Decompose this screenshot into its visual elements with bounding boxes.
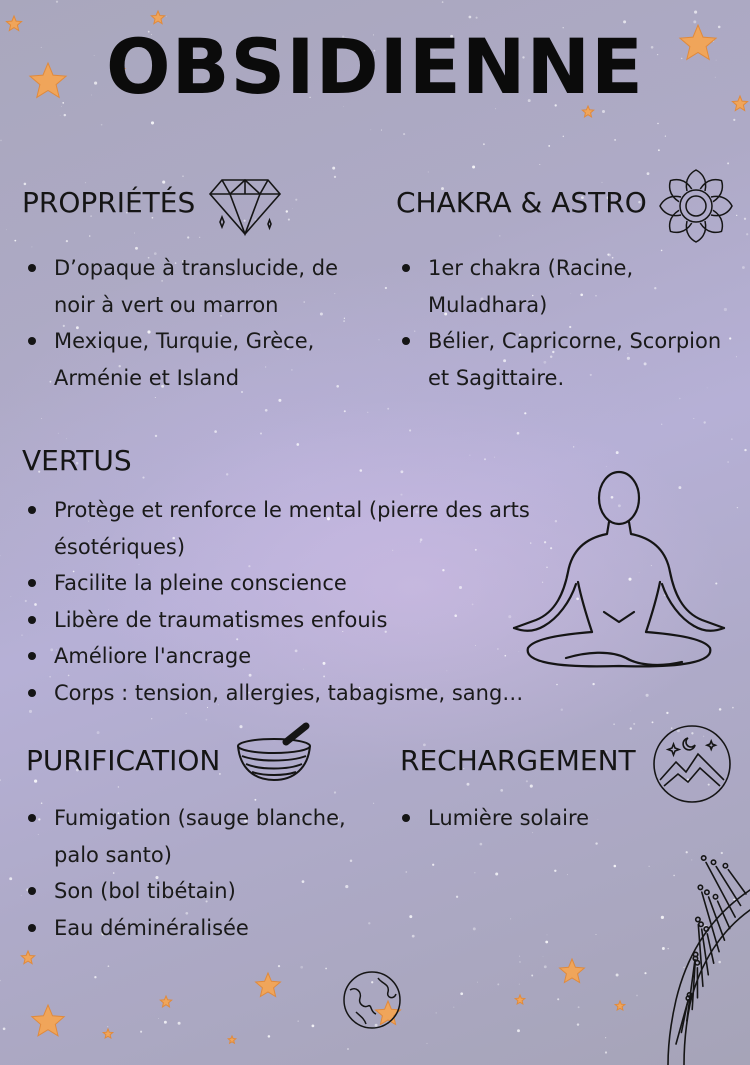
star-dot (288, 219, 290, 221)
star-dot (89, 235, 91, 237)
sun-ray (709, 897, 725, 940)
star-dot (548, 145, 550, 147)
star-dot (736, 356, 737, 357)
heading-proprietes: PROPRIÉTÉS (22, 186, 196, 219)
star-dot (428, 171, 429, 172)
star-dot (474, 872, 475, 873)
star-dot (727, 162, 729, 164)
star-dot (467, 783, 470, 786)
orange-star-icon (103, 1029, 113, 1038)
star-dot (178, 1022, 181, 1025)
star-dot (495, 873, 498, 876)
list-proprietes (22, 250, 382, 396)
star-dot (367, 412, 368, 413)
star-dot (456, 896, 458, 898)
star-dot (519, 956, 520, 957)
star-dot (296, 443, 299, 446)
star-dot (94, 976, 96, 978)
star-dot (517, 1029, 520, 1032)
star-dot (729, 337, 731, 339)
star-dot (11, 596, 12, 597)
page-title: OBSIDIENNE (106, 22, 644, 111)
mandala-petal (686, 221, 705, 242)
star-dot (41, 418, 42, 419)
sun-ray-dot (702, 856, 706, 860)
star-dot (155, 435, 157, 437)
star-dot (519, 984, 520, 985)
star-dot (265, 409, 268, 412)
star-dot (703, 421, 705, 423)
mandala-petal (660, 196, 681, 215)
star-dot (278, 965, 280, 967)
star-dot (325, 968, 327, 970)
star-dot (0, 779, 1, 781)
star-dot (484, 458, 486, 460)
list-item: Lumière solaire (396, 800, 726, 837)
orange-star-icon (228, 1036, 236, 1043)
star-dot (646, 694, 649, 697)
heading-chakra-astro: CHAKRA & ASTRO (396, 186, 647, 219)
star-dot (665, 135, 666, 136)
star-dot (530, 785, 533, 788)
lotus-mandala-icon (656, 166, 736, 246)
star-dot (412, 935, 415, 938)
star-dot (592, 683, 594, 685)
star-dot (199, 237, 200, 238)
star-dot (24, 183, 27, 186)
list-purification (22, 800, 362, 946)
star-dot (602, 182, 603, 183)
star-dot (97, 731, 100, 734)
star-dot (66, 438, 67, 439)
list-rechargement (396, 800, 726, 837)
star-dot (526, 780, 528, 782)
sun-ray-dot (713, 895, 717, 899)
star-dot (543, 956, 544, 957)
star-dot (630, 711, 631, 712)
star-dot (561, 709, 563, 711)
star-dot (268, 1035, 271, 1038)
star-dot (531, 975, 533, 977)
star-dot (453, 1007, 454, 1008)
star-dot (297, 1020, 299, 1022)
heading-purification: PURIFICATION (26, 744, 221, 777)
list-item: Facilite la pleine conscience (22, 565, 542, 602)
star-dot (517, 432, 520, 435)
star-dot (510, 918, 511, 919)
star-dot (286, 210, 288, 212)
star-dot (162, 181, 165, 184)
star-dot (436, 1012, 437, 1013)
star-dot (630, 727, 632, 729)
star-dot (332, 167, 335, 170)
star-dot (295, 199, 297, 201)
star-dot (661, 424, 662, 425)
heading-rechargement: RECHARGEMENT (400, 744, 636, 777)
star-dot (578, 1006, 580, 1008)
star-dot (473, 927, 476, 930)
star-dot (0, 980, 1, 981)
star-dot (744, 218, 746, 220)
star-dot (405, 871, 407, 873)
list-item: 1er chakra (Racine, Muladhara) (396, 250, 726, 323)
star-dot (368, 922, 370, 924)
list-vertus (22, 492, 542, 711)
star-dot (476, 17, 478, 19)
star-dot (554, 870, 556, 872)
star-dot (573, 446, 574, 447)
star-dot (387, 408, 389, 410)
star-dot (381, 130, 382, 131)
star-dot (142, 477, 144, 479)
mandala-petal (686, 170, 705, 191)
star-dot (742, 266, 745, 269)
star-dot (166, 16, 167, 17)
sun-ray-dot (711, 860, 715, 864)
star-dot (334, 176, 336, 178)
star-dot (545, 941, 548, 944)
globe-icon (336, 968, 412, 1032)
star-dot (719, 708, 722, 711)
star-dot (472, 165, 475, 168)
star-dot (260, 433, 262, 435)
star-dot (64, 114, 66, 116)
star-dot (746, 233, 748, 235)
star-dot (633, 723, 635, 725)
sun-rays-decoration-icon (596, 850, 750, 1065)
sun-ray-dot (704, 927, 708, 931)
star-dot (477, 982, 478, 983)
star-dot (732, 707, 734, 709)
orange-star-icon (21, 951, 34, 964)
list-item: Libère de traumatismes enfouis (22, 602, 542, 639)
star-dot (403, 133, 405, 135)
star-dot (6, 229, 7, 230)
star-dot (140, 1031, 142, 1033)
star-dot (3, 1027, 6, 1030)
star-dot (694, 11, 697, 14)
star-dot (519, 961, 520, 962)
sun-ray (716, 867, 740, 906)
star-dot (409, 429, 411, 431)
orange-star-icon (256, 973, 281, 997)
list-item: Eau déminéralisée (22, 910, 362, 947)
star-dot (34, 780, 37, 783)
star-dot (107, 1026, 108, 1027)
star-dot (60, 115, 61, 116)
mandala-petal (711, 196, 732, 215)
star-dot (500, 789, 503, 792)
star-dot (31, 246, 32, 247)
star-dot (499, 235, 500, 236)
star-dot (737, 507, 738, 508)
orange-star-icon (160, 996, 171, 1007)
star-dot (186, 713, 187, 714)
star-dot (557, 998, 559, 1000)
star-dot (480, 843, 483, 846)
star-dot (460, 992, 463, 995)
star-dot (134, 233, 135, 234)
list-item: Corps : tension, allergies, tabagisme, sang… (22, 675, 542, 712)
diamond-icon (206, 172, 284, 240)
star-dot (187, 236, 189, 238)
star-dot (66, 240, 68, 242)
star-dot (409, 915, 412, 918)
star-dot (312, 1025, 315, 1028)
star-dot (9, 877, 12, 880)
star-dot (370, 129, 371, 130)
star-dot (118, 786, 119, 787)
star-dot (497, 983, 499, 985)
star-dot (278, 399, 281, 402)
star-dot (547, 935, 548, 936)
list-chakra-astro (396, 250, 726, 396)
star-dot (155, 397, 156, 398)
singing-bowl-icon (234, 722, 314, 786)
sun-ray-dot (698, 885, 702, 889)
star-dot (657, 123, 658, 124)
star-dot (344, 410, 346, 412)
star-dot (158, 1018, 159, 1019)
heading-vertus: VERTUS (22, 444, 132, 477)
orange-star-icon (32, 1005, 64, 1036)
star-dot (292, 208, 293, 209)
meditation-figure-icon (506, 462, 732, 682)
star-dot (556, 684, 558, 686)
list-item: Fumigation (sauge blanche, palo santo) (22, 800, 362, 873)
star-dot (334, 791, 336, 793)
list-item: Bélier, Capricorne, Scorpion et Sagittaire. (396, 323, 726, 396)
list-item: Son (bol tibétain) (22, 873, 362, 910)
orange-star-icon (515, 995, 525, 1004)
star-dot (544, 965, 547, 968)
star-dot (731, 438, 733, 440)
orange-star-icon (560, 959, 585, 983)
star-dot (151, 121, 154, 124)
star-dot (744, 449, 746, 451)
star-dot (494, 457, 495, 458)
star-dot (733, 119, 735, 121)
star-dot (347, 1048, 349, 1050)
star-dot (151, 718, 152, 719)
star-dot (736, 215, 737, 216)
star-dot (58, 433, 59, 434)
star-dot (14, 240, 16, 242)
star-dot (226, 473, 228, 475)
star-dot (182, 175, 184, 177)
sun-ray-dot (705, 890, 709, 894)
star-dot (108, 965, 110, 967)
star-dot (567, 874, 568, 875)
star-dot (101, 124, 103, 126)
sun-ray-dot (693, 952, 697, 956)
star-dot (595, 842, 597, 844)
star-dot (360, 469, 363, 472)
list-item: Mexique, Turquie, Grèce, Arménie et Island (22, 323, 382, 396)
star-dot (614, 139, 616, 141)
star-dot (469, 16, 472, 19)
star-dot (693, 418, 694, 419)
star-dot (647, 172, 650, 175)
star-dot (400, 470, 403, 473)
star-dot (539, 164, 540, 165)
star-dot (679, 398, 681, 400)
star-dot (432, 864, 434, 866)
star-dot (658, 149, 660, 151)
star-dot (164, 1021, 167, 1024)
star-dot (577, 1023, 579, 1025)
star-dot (0, 140, 2, 142)
star-dot (616, 451, 619, 454)
star-dot (385, 287, 387, 289)
star-dot (300, 966, 303, 969)
star-dot (85, 182, 86, 183)
list-item: Améliore l'ancrage (22, 638, 542, 675)
sun-ray-dot (696, 917, 700, 921)
star-dot (469, 455, 470, 456)
mountain-moon-icon (650, 722, 734, 806)
star-dot (56, 1, 58, 3)
star-dot (214, 430, 217, 433)
star-dot (613, 723, 615, 725)
list-item: D’opaque à translucide, de noir à vert ou marron (22, 250, 382, 323)
star-dot (524, 412, 526, 414)
sun-ray-dot (723, 864, 727, 868)
star-dot (373, 803, 374, 804)
star-dot (205, 719, 207, 721)
star-dot (563, 136, 564, 137)
star-dot (483, 143, 485, 145)
star-dot (442, 1, 444, 3)
star-dot (666, 712, 668, 714)
list-item: Protège et renforce le mental (pierre des arts ésotériques) (22, 492, 542, 565)
sun-ray-dot (699, 922, 703, 926)
star-dot (427, 1043, 428, 1044)
